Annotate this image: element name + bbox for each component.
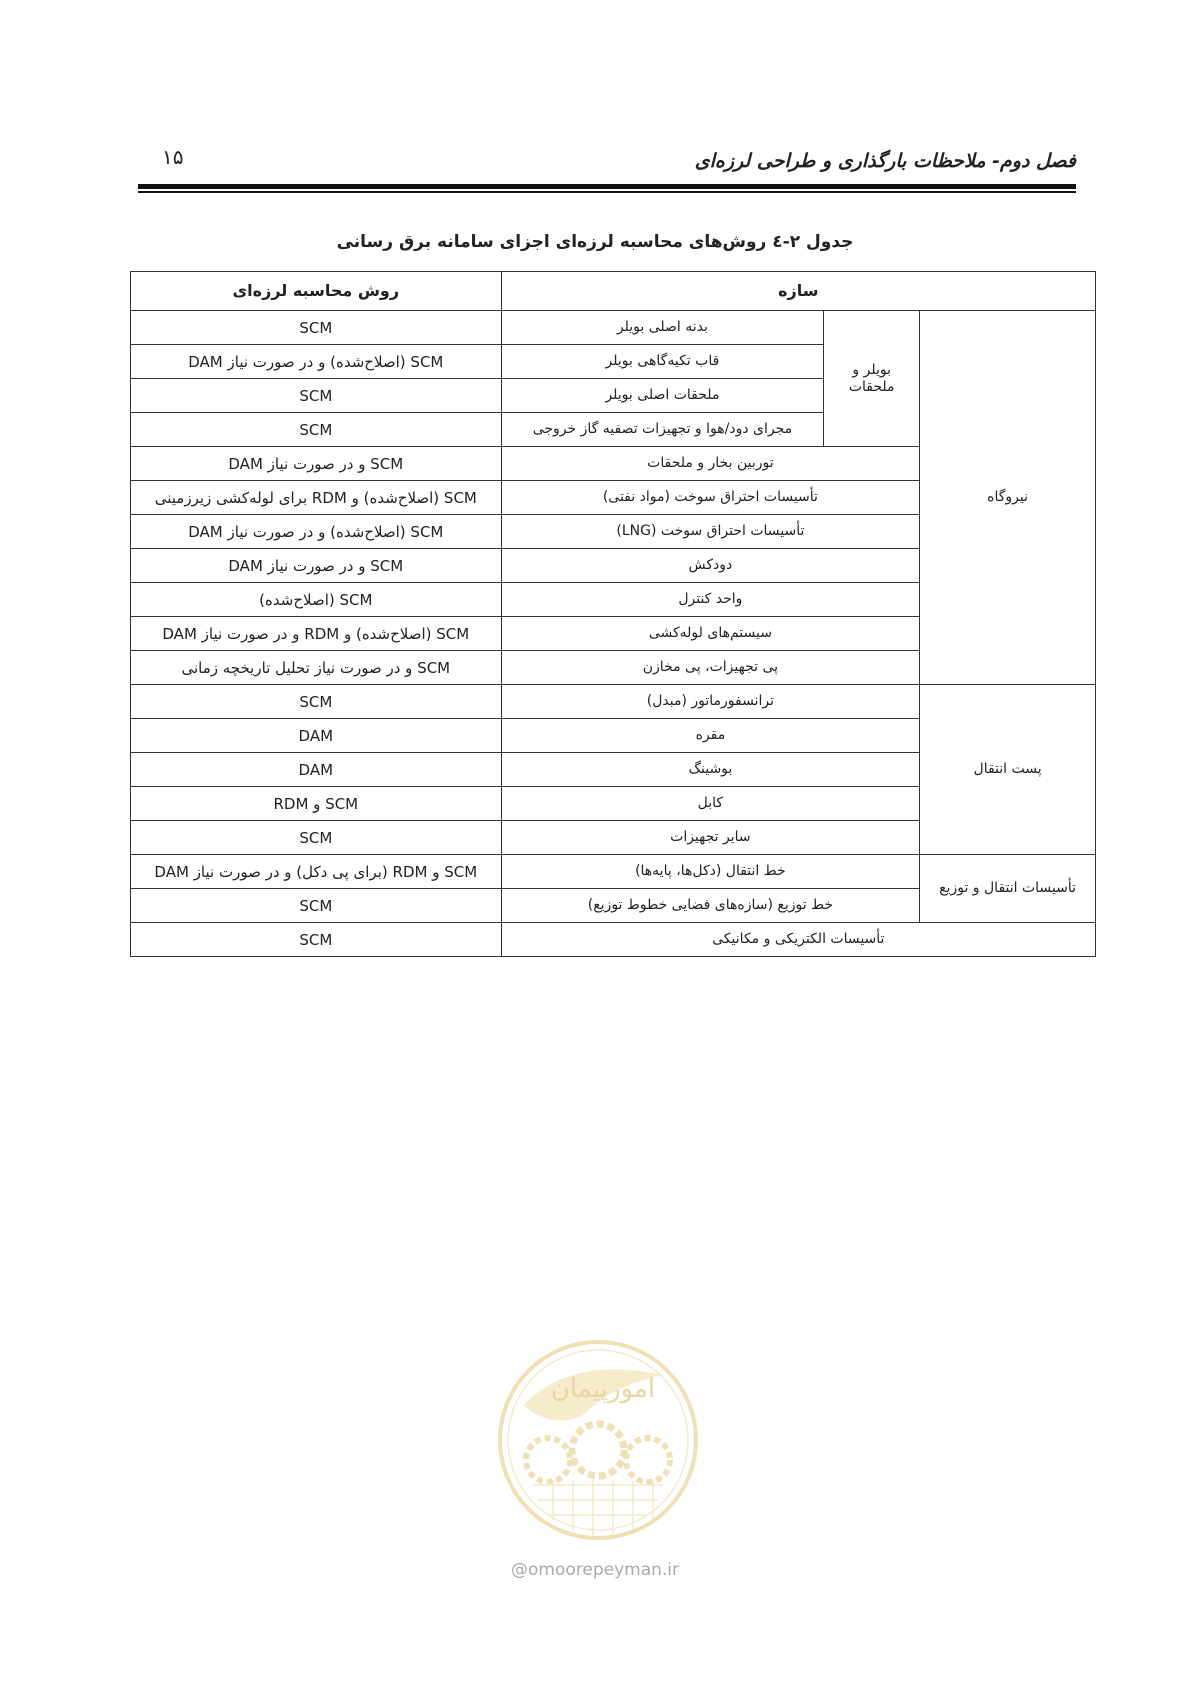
structure-cell: توربین بخار و ملحقات [501, 447, 920, 481]
method-cell: SCM (اصلاح‌شده) و در صورت نیاز DAM [131, 515, 502, 549]
method-cell: SCM و RDM (برای پی دکل) و در صورت نیاز DAM [131, 855, 502, 889]
structure-cell: مقره [501, 719, 920, 753]
structure-cell: سیستم‌های لوله‌کشی [501, 617, 920, 651]
structure-cell: تأسیسات الکتریکی و مکانیکی [501, 923, 1095, 957]
structure-cell: واحد کنترل [501, 583, 920, 617]
method-cell: SCM [131, 821, 502, 855]
structure-cell: قاب تکیه‌گاهی بویلر [501, 345, 824, 379]
seismic-methods-table [130, 271, 1096, 957]
method-cell: DAM [131, 719, 502, 753]
method-cell: SCM (اصلاح‌شده) و در صورت نیاز DAM [131, 345, 502, 379]
header-rule-thin [138, 191, 1076, 193]
table-row [131, 311, 1096, 345]
table-row [131, 685, 1096, 719]
structure-cell: پی تجهیزات، پی مخازن [501, 651, 920, 685]
structure-cell: تأسیسات احتراق سوخت (مواد نفتی) [501, 481, 920, 515]
structure-cell: ترانسفورماتور (مبدل) [501, 685, 920, 719]
watermark-logo-icon [493, 1335, 703, 1545]
group-transmission: تأسیسات انتقال و توزیع [920, 855, 1096, 923]
watermark-url: @omoorepeyman.ir [510, 1560, 680, 1580]
method-cell: SCM [131, 311, 502, 345]
structure-cell: تأسیسات احتراق سوخت (LNG) [501, 515, 920, 549]
method-cell: DAM [131, 753, 502, 787]
structure-cell: کابل [501, 787, 920, 821]
method-cell: SCM [131, 923, 502, 957]
method-cell: SCM [131, 413, 502, 447]
column-header-structure: سازه [501, 272, 1095, 311]
structure-cell: بوشینگ [501, 753, 920, 787]
structure-cell: دودکش [501, 549, 920, 583]
header-rule-thick [138, 184, 1076, 189]
method-cell: SCM و در صورت نیاز تحلیل تاریخچه زمانی [131, 651, 502, 685]
page-number: ۱۵ [162, 145, 184, 169]
group-power-plant: نیروگاه [920, 311, 1096, 685]
group-substation: پست انتقال [920, 685, 1096, 855]
column-header-method: روش محاسبه لرزه‌ای [131, 272, 502, 311]
chapter-title: فصل دوم- ملاحظات بارگذاری و طراحی لرزه‌ای [694, 150, 1076, 172]
method-cell: SCM [131, 379, 502, 413]
table-row [131, 923, 1096, 957]
watermark-logo-text: امورپیمان [550, 1374, 656, 1404]
group-boiler: بویلر و ملحقات [824, 311, 920, 447]
method-cell: SCM (اصلاح‌شده) [131, 583, 502, 617]
structure-cell: خط انتقال (دکل‌ها، پایه‌ها) [501, 855, 920, 889]
structure-cell: مجرای دود/هوا و تجهیزات تصفیه گاز خروجی [501, 413, 824, 447]
structure-cell: ملحقات اصلی بویلر [501, 379, 824, 413]
table-header-row [131, 272, 1096, 311]
method-cell: SCM [131, 685, 502, 719]
method-cell: SCM و در صورت نیاز DAM [131, 549, 502, 583]
method-cell: SCM (اصلاح‌شده) و RDM برای لوله‌کشی زیرزمینی [131, 481, 502, 515]
method-cell: SCM (اصلاح‌شده) و RDM و در صورت نیاز DAM [131, 617, 502, 651]
structure-cell: خط توزیع (سازه‌های فضایی خطوط توزیع) [501, 889, 920, 923]
table-caption: جدول ۲-٤ روش‌های محاسبه لرزه‌ای اجزای سامانه برق رسانی [336, 232, 854, 252]
method-cell: SCM و RDM [131, 787, 502, 821]
table-row [131, 855, 1096, 889]
method-cell: SCM و در صورت نیاز DAM [131, 447, 502, 481]
method-cell: SCM [131, 889, 502, 923]
structure-cell: سایر تجهیزات [501, 821, 920, 855]
structure-cell: بدنه اصلی بویلر [501, 311, 824, 345]
